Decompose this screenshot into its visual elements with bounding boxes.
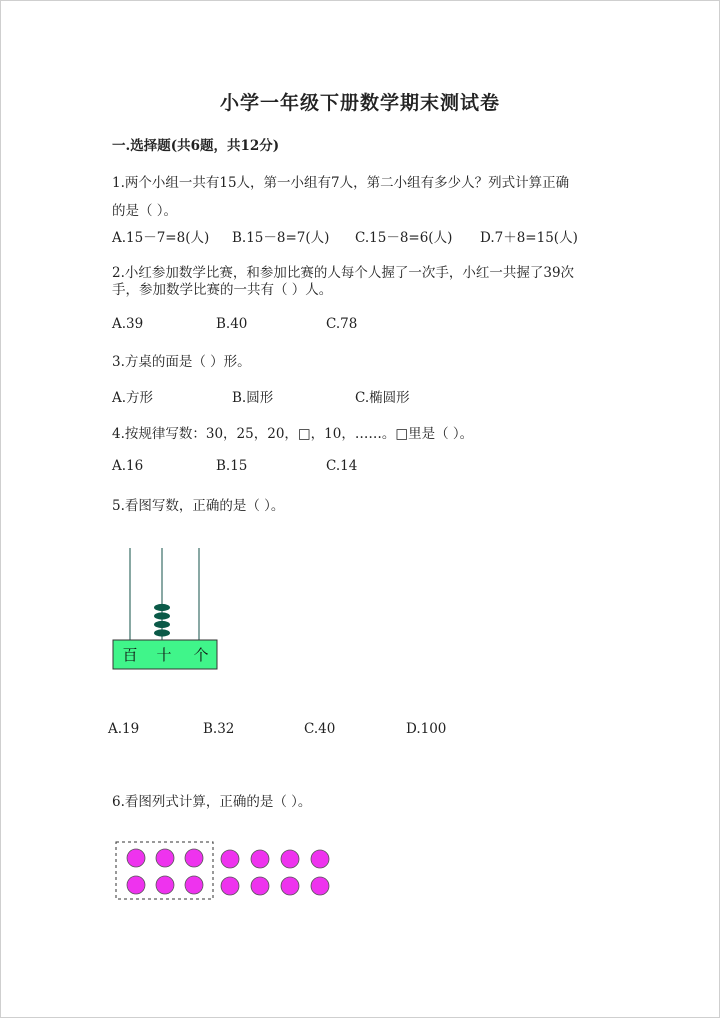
- dot: [221, 850, 239, 868]
- dot: [251, 850, 269, 868]
- abacus-figure: [112, 545, 222, 673]
- q2-text-line1: 2.小红参加数学比赛，和参加比赛的人每个人握了一次手，小红一共握了39次: [112, 265, 575, 281]
- q1-option-d[interactable]: D.7＋8=15(人): [480, 230, 578, 246]
- abacus-label-ones: 个: [193, 646, 209, 664]
- q3-text: 3.方桌的面是（ ）形。: [112, 354, 251, 370]
- q4-text: 4.按规律写数：30，25，20，□，10，……。□里是（ ）。: [112, 426, 474, 442]
- q2-option-a[interactable]: A.39: [112, 316, 144, 332]
- q4-option-a[interactable]: A.16: [112, 458, 144, 474]
- section-heading: 一.选择题(共6题，共12分): [112, 138, 280, 154]
- dot-circled: [127, 849, 145, 867]
- dot-circled: [185, 876, 203, 894]
- q2-option-c[interactable]: C.78: [326, 316, 358, 332]
- q5-option-d[interactable]: D.100: [406, 721, 447, 737]
- dot: [281, 877, 299, 895]
- abacus-label-tens: 十: [156, 646, 172, 664]
- dot-circled: [185, 849, 203, 867]
- q1-text-line2: 的是（ ）。: [112, 203, 178, 219]
- q5-text: 5.看图写数，正确的是（ ）。: [112, 498, 285, 514]
- dot-circled: [156, 876, 174, 894]
- q1-text-line1: 1.两个小组一共有15人，第一小组有7人，第二小组有多少人？列式计算正确: [112, 175, 570, 191]
- abacus-bead: [154, 604, 170, 611]
- q6-text: 6.看图列式计算，正确的是（ ）。: [112, 794, 312, 810]
- q1-option-c[interactable]: C.15－8=6(人): [355, 230, 453, 246]
- dot: [221, 877, 239, 895]
- dot-figure: [112, 838, 342, 902]
- page-title: 小学一年级下册数学期末测试卷: [219, 92, 500, 114]
- q3-option-b[interactable]: B.圆形: [232, 390, 274, 406]
- q1-option-a[interactable]: A.15－7=8(人): [112, 230, 210, 246]
- q4-option-b[interactable]: B.15: [216, 458, 248, 474]
- q5-option-a[interactable]: A.19: [108, 721, 140, 737]
- q5-option-c[interactable]: C.40: [304, 721, 336, 737]
- abacus-label-hundreds: 百: [122, 646, 138, 664]
- q2-option-b[interactable]: B.40: [216, 316, 248, 332]
- q3-option-a[interactable]: A.方形: [112, 390, 154, 406]
- dot: [251, 877, 269, 895]
- dot: [311, 877, 329, 895]
- q1-option-b[interactable]: B.15－8=7(人): [232, 230, 330, 246]
- dot-circled: [127, 876, 145, 894]
- abacus-bead: [154, 629, 170, 636]
- q4-option-c[interactable]: C.14: [326, 458, 358, 474]
- q2-text-line2: 手，参加数学比赛的一共有（ ）人。: [112, 282, 333, 298]
- dot: [281, 850, 299, 868]
- dot-circled: [156, 849, 174, 867]
- abacus-bead: [154, 621, 170, 628]
- abacus-bead: [154, 612, 170, 619]
- dot: [311, 850, 329, 868]
- q5-option-b[interactable]: B.32: [203, 721, 235, 737]
- dots-group: [127, 849, 329, 895]
- q3-option-c[interactable]: C.椭圆形: [355, 390, 410, 406]
